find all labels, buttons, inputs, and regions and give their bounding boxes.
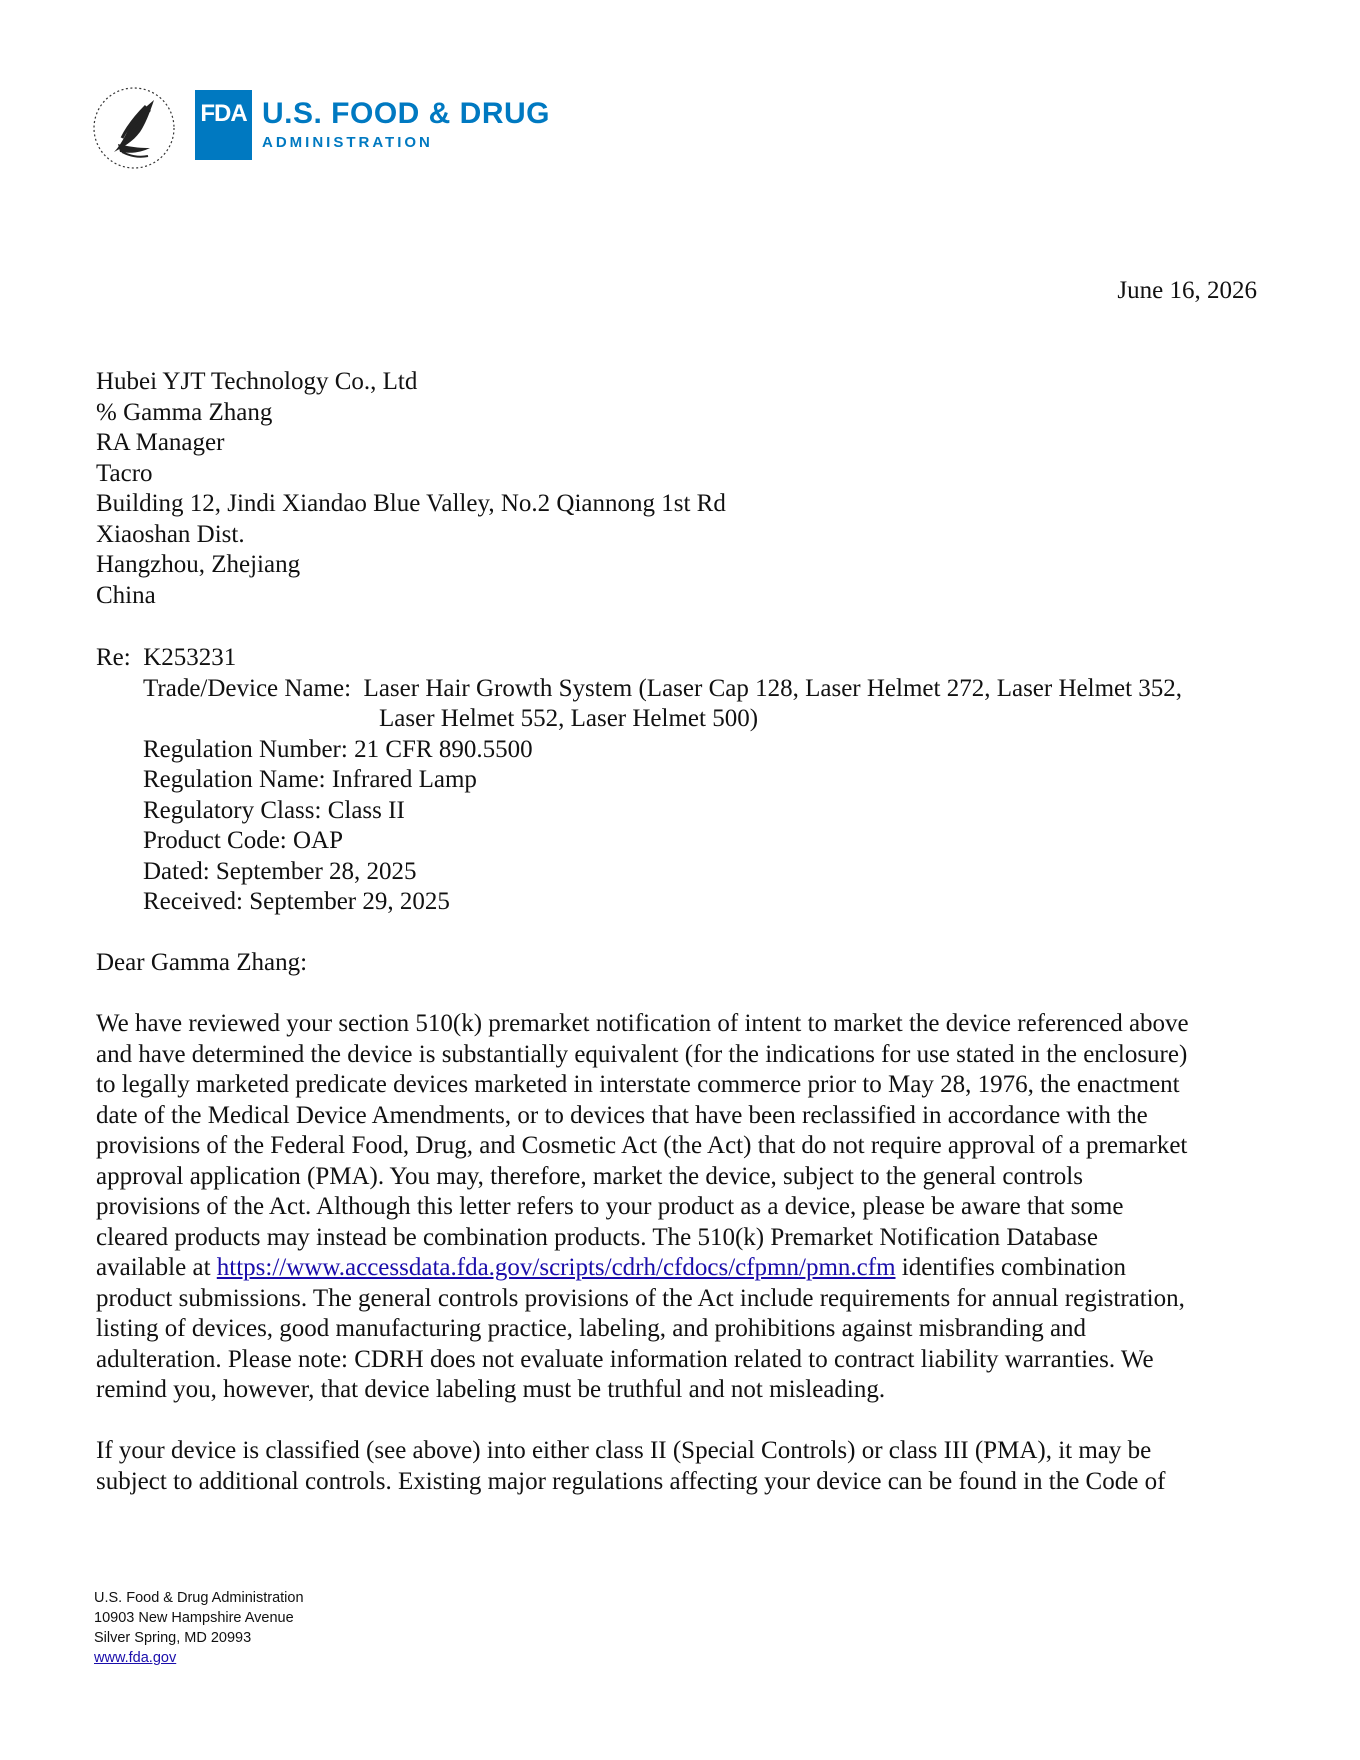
agency-name-line1: U.S. FOOD & DRUG — [262, 97, 551, 130]
paragraph-line: cleared products may instead be combination products. The 510(k) Premarket Notification Database — [96, 1223, 1098, 1251]
body-paragraph-1 — [96, 1009, 1264, 1406]
footer-agency: U.S. Food & Drug Administration — [94, 1590, 304, 1606]
paragraph-line: listing of devices, good manufacturing practice, labeling, and prohibitions against misbranding and — [96, 1315, 1087, 1342]
trade-name-line — [96, 674, 1182, 705]
received: Received: September 29, 2025 — [143, 888, 450, 915]
pmn-database-link[interactable]: https://www.accessdata.fda.gov/scripts/cdrh/cfdocs/cfpmn/pmn.cfm — [216, 1254, 896, 1281]
letter-date: June 16, 2026 — [1117, 277, 1257, 304]
address-line: Hubei YJT Technology Co., Ltd — [96, 368, 418, 395]
recipient-address — [96, 367, 726, 611]
reference-block — [96, 643, 1182, 918]
re-line — [96, 643, 1182, 674]
paragraph-line: adulteration. Please note: CDRH does not evaluate information related to contract liability warranties. We — [96, 1345, 1154, 1373]
regulatory-class: Regulatory Class: Class II — [143, 796, 405, 824]
footer-street: 10903 New Hampshire Avenue — [94, 1610, 294, 1626]
regulation-number: Regulation Number: 21 CFR 890.5500 — [143, 735, 533, 763]
paragraph-line: product submissions. The general controls provisions of the Act include requirements for annual registration, — [96, 1284, 1185, 1312]
address-line: % Gamma Zhang — [96, 398, 273, 426]
fda-logo-wordmark — [262, 97, 550, 153]
paragraph-line: to legally marketed predicate devices marketed in interstate commerce prior to May 28, 1976, the enactment — [96, 1071, 1180, 1098]
address-line: Building 12, Jindi Xiandao Blue Valley, No.2 Qiannong 1st Rd — [96, 490, 726, 517]
paragraph-line-with-link — [96, 1253, 1264, 1284]
paragraph-line: subject to additional controls. Existing major regulations affecting your device can be found in the Code of — [96, 1467, 1166, 1495]
regulation-name: Regulation Name: Infrared Lamp — [143, 766, 477, 793]
fda-logo-box: FDA — [195, 90, 252, 160]
paragraph-line: provisions of the Federal Food, Drug, and Cosmetic Act (the Act) that do not require approval of a premarket — [96, 1132, 1188, 1159]
paragraph-line: date of the Medical Device Amendments, or to devices that have been reclassified in accordance with the — [96, 1101, 1148, 1129]
paragraph-line: provisions of the Act. Although this letter refers to your product as a device, please be aware that some — [96, 1193, 1124, 1220]
address-line: Tacro — [96, 459, 153, 487]
hhs-seal-icon — [92, 86, 176, 170]
page-footer — [94, 1588, 304, 1668]
salutation: Dear Gamma Zhang: — [96, 949, 308, 976]
trade-name-label: Trade/Device Name: — [143, 674, 352, 702]
trade-name-value-2: Laser Helmet 552, Laser Helmet 500) — [379, 705, 759, 732]
submission-number: K253231 — [143, 644, 237, 671]
fda-website-link[interactable]: www.fda.gov — [94, 1650, 177, 1666]
paragraph-line: approval application (PMA). You may, therefore, market the device, subject to the general controls — [96, 1162, 1083, 1190]
link-prefix: available at — [96, 1254, 217, 1281]
fda-logo — [195, 90, 550, 160]
paragraph-line: and have determined the device is substantially equivalent (for the indications for use stated in the enclosure) — [96, 1040, 1188, 1068]
address-line: RA Manager — [96, 429, 225, 456]
address-line: Xiaoshan Dist. — [96, 520, 245, 548]
address-line: Hangzhou, Zhejiang — [96, 551, 301, 578]
product-code: Product Code: OAP — [143, 827, 343, 854]
agency-name-line2: ADMINISTRATION — [262, 134, 433, 151]
paragraph-line: remind you, however, that device labeling must be truthful and not misleading. — [96, 1376, 886, 1403]
trade-name-value-1: Laser Hair Growth System (Laser Cap 128, Laser Helmet 272, Laser Helmet 352, — [363, 674, 1183, 702]
link-suffix: identifies combination — [895, 1254, 1127, 1281]
paragraph-line: We have reviewed your section 510(k) premarket notification of intent to market the device referenced above — [96, 1010, 1189, 1037]
footer-city: Silver Spring, MD 20993 — [94, 1630, 252, 1646]
body-paragraph-2 — [96, 1436, 1264, 1497]
dated: Dated: September 28, 2025 — [143, 857, 417, 885]
re-label: Re: — [96, 644, 131, 671]
address-line: China — [96, 581, 156, 609]
paragraph-line: If your device is classified (see above) into either class II (Special Controls) or class III (PMA), it may be — [96, 1437, 1152, 1464]
